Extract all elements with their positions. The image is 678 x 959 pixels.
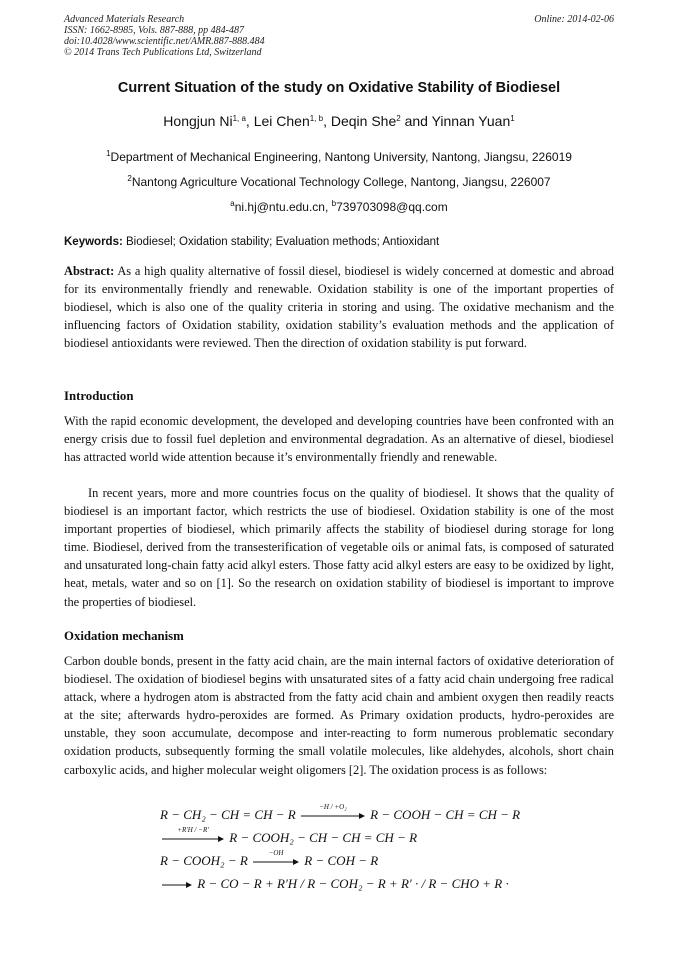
author-list [64, 113, 614, 129]
oxidation-mechanism-paragraph: Carbon double bonds, present in the fatty acid chain, are the main internal factors of oxidative deterioration of biodiesel. The oxidation of biodiesel begins with unsaturated sites of a fatty acid chain undergoing free radical attack, where a hydrogen atom is abstracted from the fatty acid chain and ambient oxygen then readily reacts at the site; afterwards hydro-peroxides are formed. As Primary oxidation products, hydro-peroxides are unstable, they soon accumulate, decompose and inter-reacting to form numerous problematic secondary oxidation products, subsequently forming the small volatile molecules, like aldehydes, alcohols, short chain carboxylic acids, and higher molecular weight oligomers [2]. The oxidation process is as follows: [64, 654, 614, 777]
author-separator: , [245, 113, 254, 129]
author-separator: , [323, 113, 331, 129]
author-sup: 1, a [232, 114, 246, 123]
author-emails: $^a$ni.hj@ntu.edu.cn, $^b$739703098@qq.com [230, 199, 448, 214]
abstract [64, 262, 614, 352]
introduction-paragraph-2: In recent years, more and more countries focus on the quality of biodiesel. It shows that the quality of biodiesel is an important factor, which restricts the use of biodiesel. Oxidation stability is one of the most important properties of biodiesel, which primarily affects the stability of biodiesel during storage for long time. Biodiesel, derived from the transesterification of vegetable oils or animal fats, is composed of saturated and unsaturated long-chain fatty acid alkyl esters. Those fatty acid alkyl esters are easy to be oxidized by light, heat, metals, water and so on [1]. So the research on oxidation stability of biodiesel is important to improve the properties of biodiesel. [64, 486, 614, 609]
reaction-arrow [162, 881, 192, 889]
copyright-line: © 2014 Trans Tech Publications Ltd, Switzerland [64, 47, 262, 58]
reaction-arrow: +R′H / −R′ [162, 835, 224, 843]
equation-4: R − CO − R + R′H / R − COH₂ − R + R′ · / R − CHO + R · [160, 876, 509, 892]
email-link: 739703098@qq.com [336, 200, 448, 214]
journal-header [64, 14, 265, 58]
section-heading-introduction: Introduction [64, 389, 134, 403]
keywords-text: Biodiesel; Oxidation stability; Evaluation methods; Antioxidant [126, 236, 440, 248]
equation-3: R − COOH₂ − R −OH R − COH − R [160, 849, 379, 868]
affiliation-2: $^2$Nantong Agriculture Vocational Technology College, Nantong, Jiangsu, 226007 [127, 174, 551, 189]
author-name: Lei Chen [253, 113, 310, 129]
author-name: Deqin She [330, 113, 397, 129]
reaction-arrow: −H / +O₂ [301, 812, 365, 820]
paper-title: Current Situation of the study on Oxidative Stability of Biodiesel [117, 80, 561, 96]
equation-2: +R′H / −R′ R − COOH₂ − CH − CH = CH − R [160, 830, 417, 846]
equation-1: R − CH₂ − CH = CH − R −H / +O₂ R − COOH − CH = CH − R [160, 803, 521, 822]
abstract-text: As a high quality alternative of fossil diesel, biodiesel is widely concerned at domestic and abroad for its environmentally friendly and renewable. Oxidation stability is one of the important properties of biodiesel, which is also one of the quality criteria in storing and using. The oxidative mechanism and the influencing factors of Oxidation stability, oxidation stability’s evaluation methods and the application of biodiesel antioxidants were reviewed. Then the direction of oxidation stability is put forward. [64, 264, 614, 351]
author-sup: 1 [510, 114, 515, 123]
introduction-paragraph-1: With the rapid economic development, the developed and developing countries have been confronted with an energy crisis due to fossil fuel depletion and environmental degradation. As an alternative of diesel, biodiesel has attracted world wide attention because it’s environmentally friendly and renewable. [64, 414, 614, 465]
reaction-arrow: −OH [253, 858, 299, 866]
author-name: Yinnan Yuan [431, 113, 511, 129]
section-heading-oxidation-mechanism: Oxidation mechanism [64, 629, 184, 643]
keywords [64, 236, 614, 248]
online-date: Online: 2014-02-06 [534, 14, 614, 25]
author-sup: 1, b [309, 114, 324, 123]
author-sup: 2 [396, 114, 401, 123]
abstract-label: Abstract: [64, 264, 115, 278]
keywords-label: Keywords: [64, 236, 123, 248]
email-link: ni.hj@ntu.edu.cn [234, 200, 325, 214]
doi-line: doi:10.4028/www.scientific.net/AMR.887-888.484 [64, 36, 265, 47]
author-name: Hongjun Ni [163, 113, 233, 129]
issn-line: ISSN: 1662-8985, Vols. 887-888, pp 484-487 [64, 25, 244, 36]
author-separator: and [400, 113, 432, 129]
affiliation-1: $^1$Department of Mechanical Engineering, Nantong University, Nantong, Jiangsu, 226019 [106, 149, 572, 164]
journal-name: Advanced Materials Research [64, 14, 185, 25]
